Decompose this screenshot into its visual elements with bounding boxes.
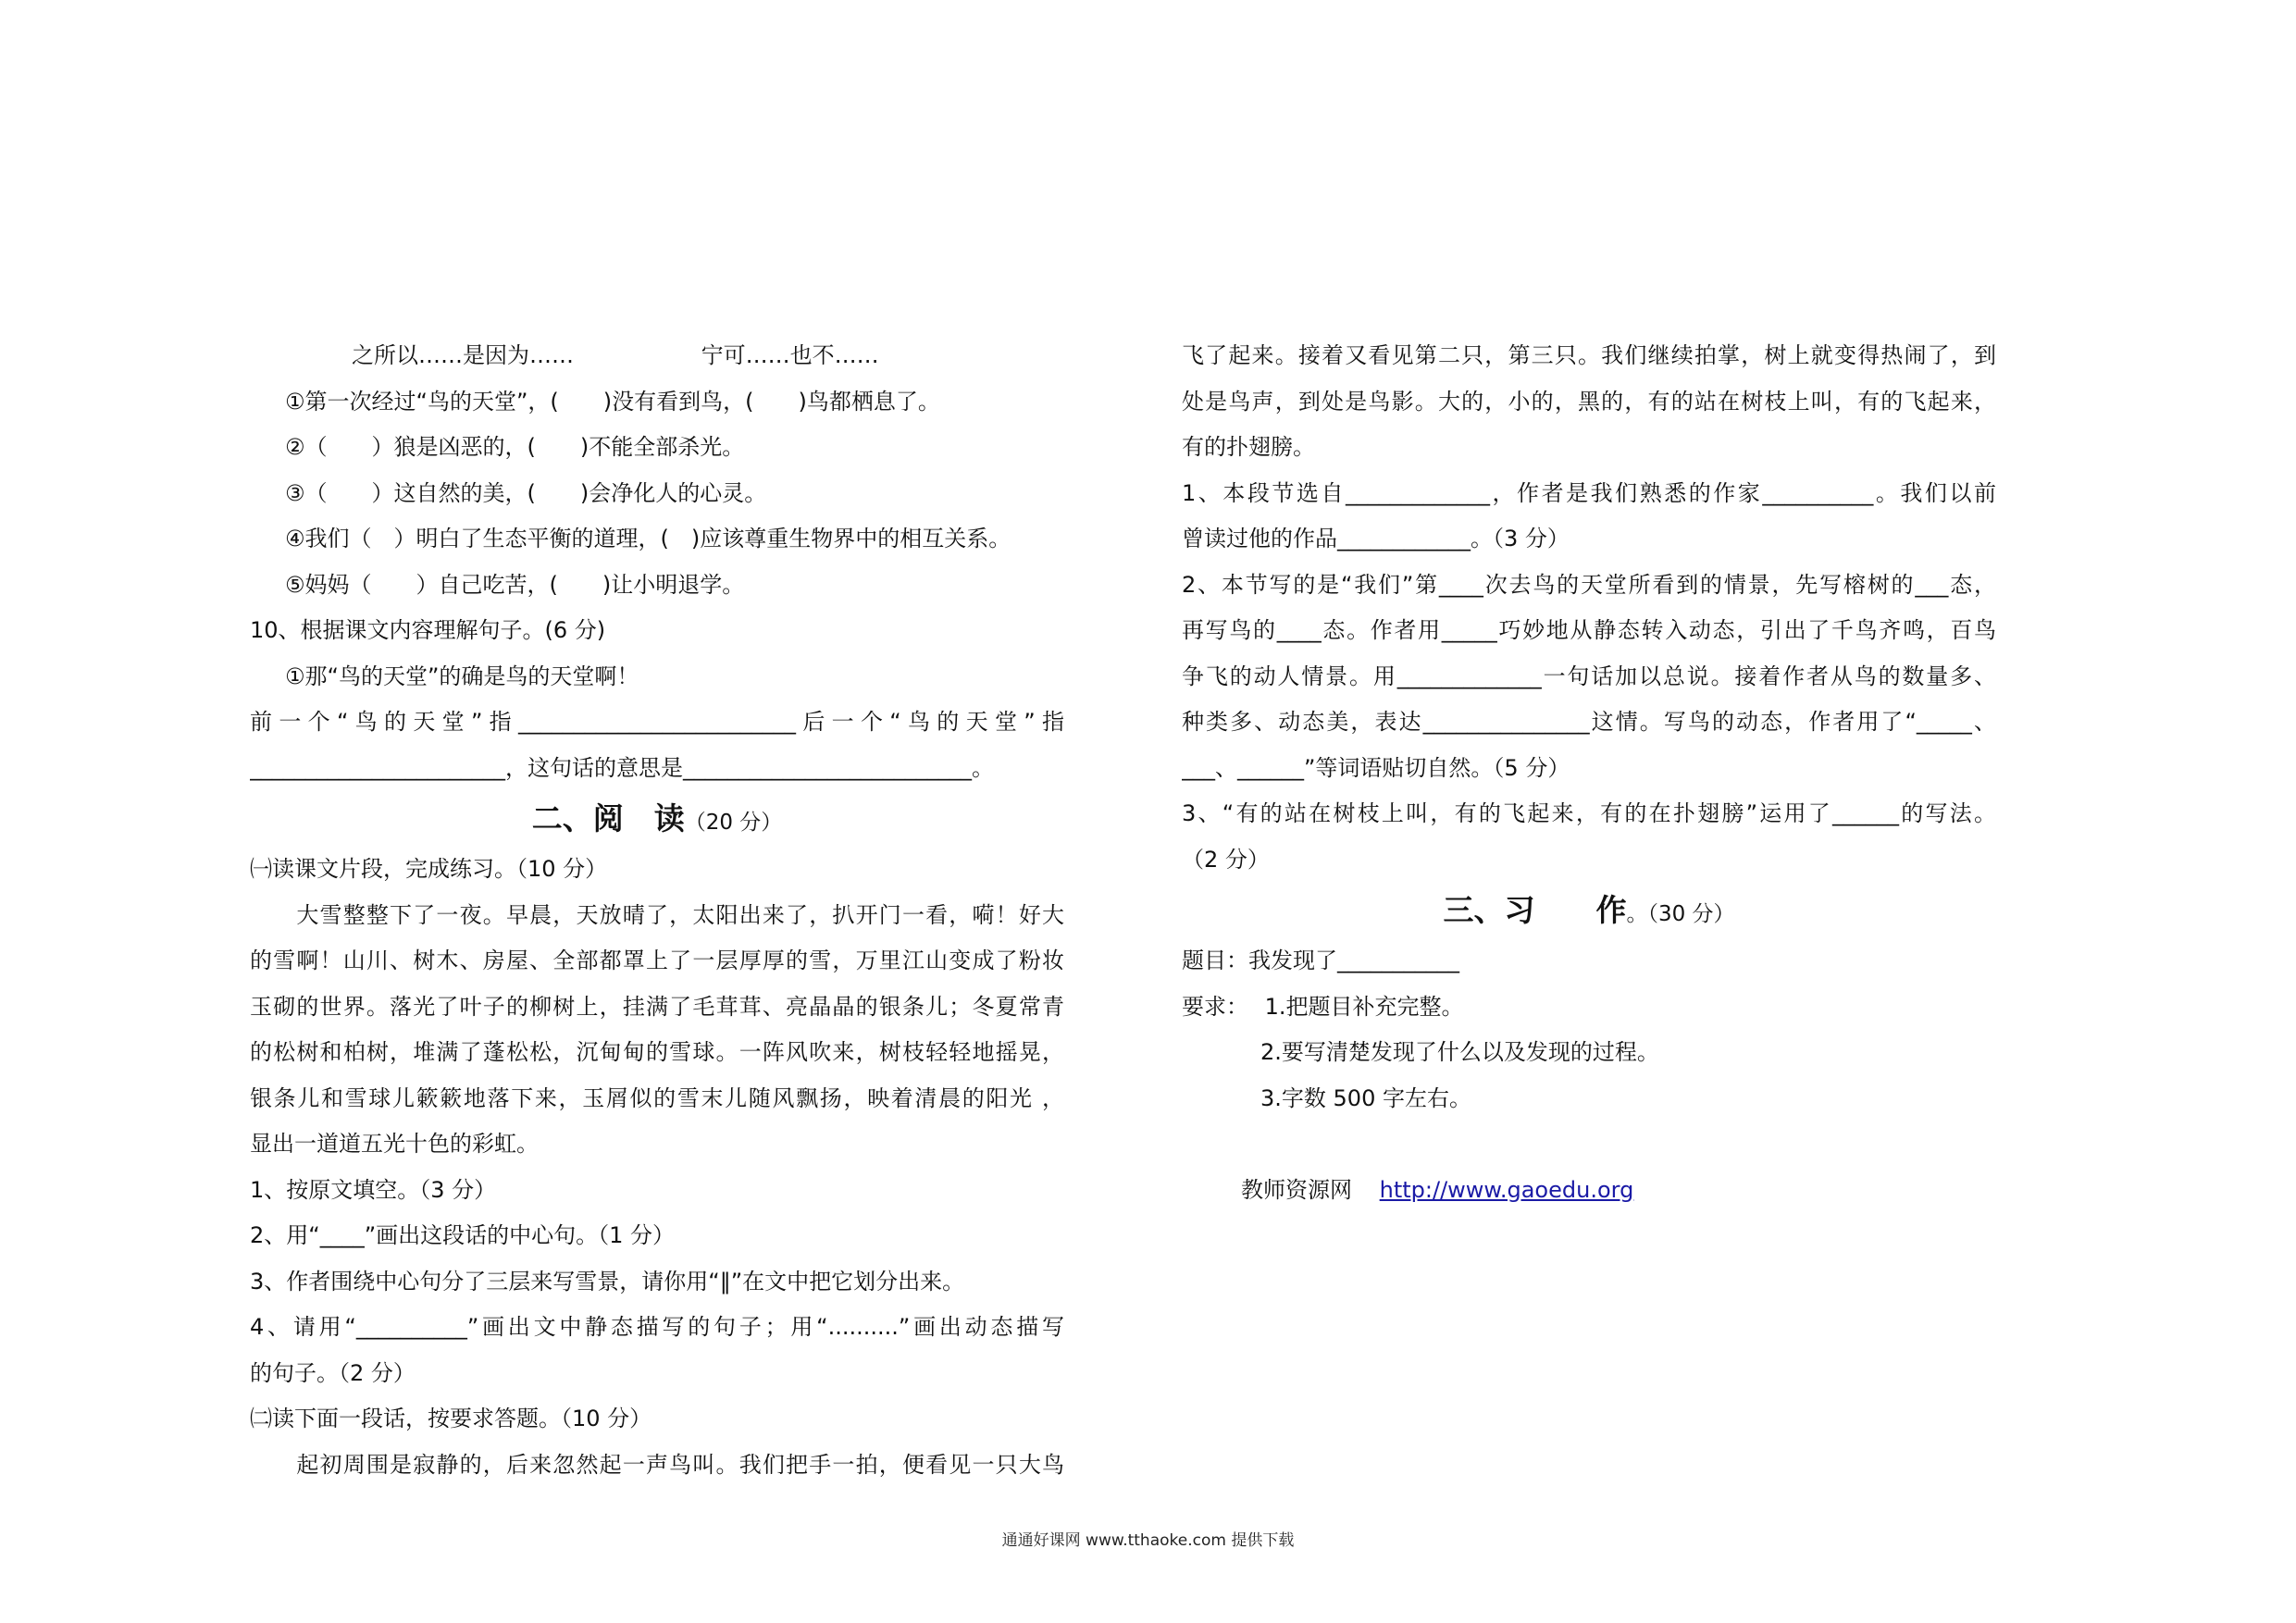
passage-line: 有的扑翅膀。	[1182, 434, 1315, 460]
part-2-question: （2 分）	[1182, 846, 1270, 873]
section-3-points: 。（30 分）	[1626, 902, 1735, 926]
q10-title: 10、根据课文内容理解句子。(6 分)	[250, 617, 606, 643]
requirement-item: 2.要写清楚发现了什么以及发现的过程。	[1260, 1039, 1659, 1065]
passage-line: 玉砌的世界。落光了叶子的柳树上，挂满了毛茸茸、亮晶晶的银条儿；冬夏常青	[250, 993, 1064, 1020]
resource-link[interactable]: http://www.gaoedu.org	[1379, 1176, 1634, 1203]
connective-pair-2: 宁可……也不……	[701, 342, 879, 368]
resource-label: 教师资源网	[1241, 1176, 1352, 1203]
spacer	[1182, 1121, 1996, 1168]
part-2-question: 曾读过他的作品____________。（3 分）	[1182, 526, 1570, 551]
requirement-item: 3.字数 500 字左右。	[1260, 1084, 1471, 1111]
part-2-question: 2、本节写的是“我们”第____次去鸟的天堂所看到的情景，先写榕树的___态，	[1182, 571, 1996, 598]
connective-pair-1: 之所以……是因为……	[352, 342, 574, 368]
part-2-question: 种类多、动态美，表达_______________这情。写鸟的动态，作者用了“_____、	[1182, 709, 1996, 735]
part-2-question: ___、______”等词语贴切自然。（5 分）	[1182, 754, 1570, 781]
section-2-heading	[250, 791, 1064, 847]
left-column	[250, 333, 1064, 1488]
essay-topic: 题目：我发现了___________	[1182, 948, 1459, 973]
passage-1	[250, 893, 1064, 1168]
q10-sentence: ①那“鸟的天堂”的确是鸟的天堂啊！	[285, 663, 639, 689]
section-2-points: （20 分）	[684, 811, 783, 835]
page-footer: 通通好课网 www.tthaoke.com 提供下载	[1001, 1531, 1295, 1550]
right-column	[1182, 333, 1996, 1213]
passage-line: 显出一道道五光十色的彩虹。	[250, 1131, 539, 1157]
section-2-title: 二、阅 读	[531, 800, 685, 836]
part-2-question: 3、“有的站在树枝上叫，有的飞起来，有的在扑翅膀”运用了______的写法。	[1182, 800, 1996, 826]
q10-answer-line-1: 前一个“鸟的天堂”指_________________________后一个“鸟的天堂”指	[250, 709, 1064, 735]
q9-item: ⑤妈妈（ ）自己吃苦，( )让小明退学。	[285, 571, 745, 598]
passage-line: 飞了起来。接着又看见第二只，第三只。我们继续拍掌，树上就变得热闹了，到	[1182, 342, 1996, 368]
passage-line: 大雪整整下了一夜。早晨，天放晴了，太阳出来了，扒开门一看，嗬！好大	[250, 901, 1064, 928]
q9-connectives	[250, 333, 1064, 379]
passage-line: 银条儿和雪球儿簌簌地落下来，玉屑似的雪末儿随风飘扬，映着清晨的阳光 ，	[250, 1084, 1064, 1111]
q10-answer-line-2: _______________________，这句话的意思是__________________________。	[250, 754, 994, 781]
resource-row	[1182, 1168, 1996, 1214]
part-1-question: 2、用“____”画出这段话的中心句。（1 分）	[250, 1222, 676, 1248]
part-1-title: ㈠读课文片段，完成练习。（10 分）	[250, 856, 608, 882]
passage-line: 处是鸟声，到处是鸟影。大的，小的，黑的，有的站在树枝上叫，有的飞起来，	[1182, 388, 1996, 415]
part-2-question: 1、本段节选自_____________，作者是我们熟悉的作家__________。我们以前	[1182, 479, 1996, 506]
passage-line: 的松树和柏树，堆满了蓬松松，沉甸甸的雪球。一阵风吹来，树枝轻轻地摇晃，	[250, 1039, 1064, 1065]
part-1-question: 3、作者围绕中心句分了三层来写雪景，请你用“‖”在文中把它划分出来。	[250, 1268, 965, 1295]
q9-item: ②（ ）狼是凶恶的，( )不能全部杀光。	[285, 434, 745, 460]
requirement-item: 1.把题目补充完整。	[1264, 993, 1464, 1020]
section-3-title: 三、习 作	[1443, 892, 1627, 928]
part-1-question: 4、请用“__________”画出文中静态描写的句子；用“..........”画出动态描写	[250, 1314, 1064, 1340]
section-3-heading	[1182, 883, 1996, 938]
requirement-row	[1182, 985, 1996, 1031]
passage-line: 的雪啊！山川、树木、房屋、全部都罩上了一层厚厚的雪，万里江山变成了粉妆	[250, 948, 1064, 973]
requirements-label: 要求：	[1182, 993, 1248, 1020]
part-2-question: 争飞的动人情景。用_____________一句话加以总说。接着作者从鸟的数量多、	[1182, 663, 1996, 689]
passage-2-start: 起初周围是寂静的，后来忽然起一声鸟叫。我们把手一拍，便看见一只大鸟	[250, 1451, 1064, 1478]
part-2-question: 再写鸟的____态。作者用_____巧妙地从静态转入动态，引出了千鸟齐鸣，百鸟	[1182, 617, 1996, 643]
part-1-question: 的句子。（2 分）	[250, 1359, 416, 1386]
q9-item: ①第一次经过“鸟的天堂”，( )没有看到鸟，( )鸟都栖息了。	[285, 388, 940, 415]
q9-item: ④我们（ ）明白了生态平衡的道理，( )应该尊重生物界中的相互关系。	[285, 526, 1011, 551]
part-1-question: 1、按原文填空。（3 分）	[250, 1176, 497, 1203]
part-2-title: ㈡读下面一段话，按要求答题。（10 分）	[250, 1406, 652, 1431]
q9-item: ③（ ）这自然的美，( )会净化人的心灵。	[285, 479, 767, 506]
